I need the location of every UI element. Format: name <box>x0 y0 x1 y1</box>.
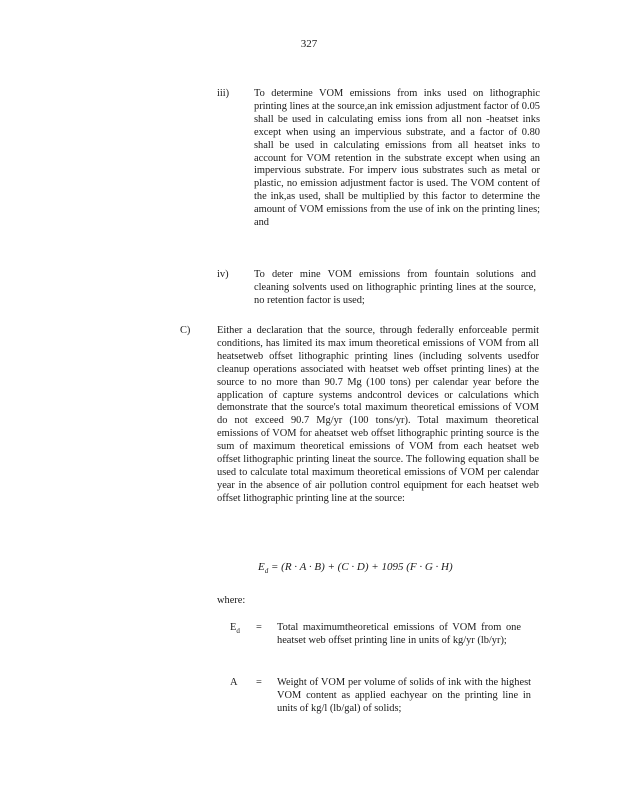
item-marker-iv: iv) <box>217 269 229 280</box>
definition-symbol-a: A <box>230 677 238 688</box>
where-label: where: <box>217 595 246 606</box>
item-text-iii: To determine VOM emissions from inks used on lithographic printing lines at the source,an ink emission adjustment factor of 0.05 shall be used in calculating emiss ions from all non -heatset inks except when using an impervious substrate, and a factor of 0.80 shall be used in calculating emissions from all heatset inks to account for VOM retention in the substrate except when using an impervious substrate. For imperv ious substrates such as metal or plastic, no emission adjustment factor is used. The VOM content of the ink,as used, shall be multiplied by this factor to determine the amount of VOM emissions from the use of ink on the printing lines; and <box>254 88 540 229</box>
item-text-c: Either a declaration that the source, through federally enforceable permit conditions, has limited its max imum theoretical emissions of VOM from all heatsetweb offset lithographic printing lines (including solvents usedfor cleanup operations associated with heatset web offset printing lines) at the source to no more than 90.7 Mg (100 tons) per calendar year before the application of capture systems andcontrol devices or calculations which demonstrate that the source's total maximum theoretical emissions of VOM do not exceed 90.7 Mg/yr (100 tons/yr). Total maximum theoretical emissions of VOM for aheatset web offset lithographic printing source is the sum of maximum theoretical emissions of VOM from each heatset web offset lithographic printing lineat the source. The following equation shall be used to calculate total maximum theoretical emissions of VOM per calendar year in the absence of air pollution control equipment for each heatset web offset lithographic printing line at the source: <box>217 325 539 504</box>
equation-rhs: = (R · A · B) + (C · D) + 1095 (F · G · H) <box>270 561 453 573</box>
item-marker-c: C) <box>180 325 191 336</box>
definition-symbol-letter: E <box>230 622 237 633</box>
item-marker-iii: iii) <box>217 88 230 99</box>
emission-equation <box>258 561 453 574</box>
page-number: 327 <box>300 38 318 50</box>
definition-equals: = <box>256 622 262 633</box>
definition-text-a: Weight of VOM per volume of solids of ink with the highest VOM content as applied eachyear on the printing line in units of kg/l (lb/gal) of solids; <box>277 677 531 714</box>
equation-lhs: E <box>258 561 265 573</box>
definition-symbol-subscript: d <box>236 627 240 636</box>
definition-text-ed: Total maximumtheoretical emissions of VOM from one heatset web offset printing line in units of kg/yr (lb/yr); <box>277 622 521 646</box>
definition-equals: = <box>256 677 262 688</box>
equation-lhs-subscript: d <box>264 567 269 576</box>
item-text-iv: To deter mine VOM emissions from fountain solutions and cleaning solvents used on lithographic printing lines at the source, no retention factor is used; <box>254 269 536 306</box>
definition-symbol-ed <box>230 622 240 635</box>
